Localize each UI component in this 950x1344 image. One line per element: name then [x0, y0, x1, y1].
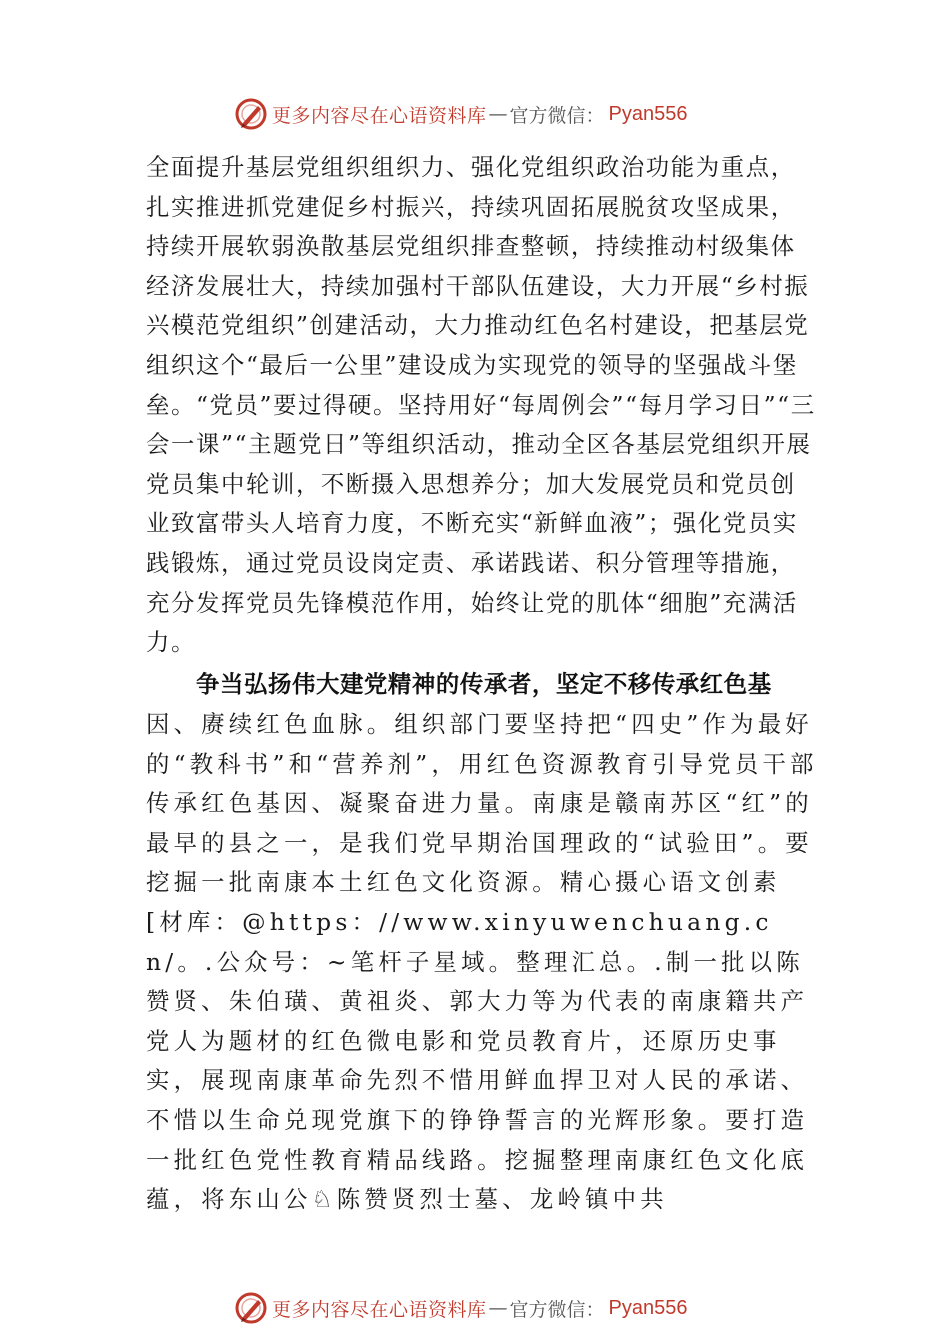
- footer-watermark: [234, 1290, 688, 1326]
- watermark-separator: —: [488, 103, 508, 125]
- watermark-wechat-id: Pyan556: [608, 1296, 688, 1319]
- watermark-wechat-id: Pyan556: [608, 102, 688, 125]
- body-paragraph-1: 全面提升基层党组织组织力、强化党组织政治功能为重点，扎实推进抓党建促乡村振兴，持续巩固拓展脱贫攻坚成果，持续开展软弱涣散基层党组织排查整顿，持续推动村级集体经济发展壮大，持续加强村干部队伍建设，大力开展“乡村振兴模范党组织”创建活动，大力推动红色名村建设，把基层党组织这个“最后一公里”建设成为实现党的领导的坚强战斗堡垒。“党员”要过得硬。坚持用好“每周例会”“每月学习日”“三会一课”“主题党日”等组织活动，推动全区各基层党组织开展党员集中轮训，不断摄入思想养分；加大发展党员和党员创业致富带头人培育力度，不断充实“新鲜血液”；强化党员实践锻炼，通过党员设岗定责、承诺践诺、积分管理等措施，充分发挥党员先锋模范作用，始终让党的肌体“细胞”充满活力。: [146, 153, 816, 657]
- watermark-wechat-label: 官方微信：: [509, 104, 605, 127]
- watermark-brand-text: 更多内容尽在心语资料库: [272, 1298, 487, 1321]
- header-watermark: [234, 96, 688, 132]
- watermark-separator: —: [488, 1297, 508, 1319]
- section-heading: 争当弘扬伟大建党精神的传承者，坚定不移传承红色基: [196, 670, 772, 698]
- watermark-brand-text: 更多内容尽在心语资料库: [272, 104, 487, 127]
- pen-nib-logo-icon: [234, 97, 268, 131]
- body-paragraph-2: 因、赓续红色血脉。组织部门要坚持把“四史”作为最好的“教科书”和“营养剂”，用红色资源教育引导党员干部传承红色基因、凝聚奋进力量。南康是赣南苏区“红”的最早的县之一，是我们党早期治国理政的“试验田”。要挖掘一批南康本土红色文化资源。精心摄心语文创素[材库：@https：//www.xinyuwenchuang.cn/。.公众号：~笔杆子星域。整理汇总。.制一批以陈赞贤、朱伯璜、黄祖炎、郭大力等为代表的南康籍共产党人为题材的红色微电影和党员教育片，还原历史事实，展现南康革命先烈不惜用鲜血捍卫对人民的承诺、不惜以生命兑现党旗下的铮铮誓言的光辉形象。要打造一批红色党性教育精品线路。挖掘整理南康红色文化底蕴，将东山公♘陈赞贤烈士墓、龙岭镇中共: [146, 710, 818, 1214]
- pen-nib-logo-icon: [234, 1291, 268, 1325]
- watermark-wechat-label: 官方微信：: [509, 1298, 605, 1321]
